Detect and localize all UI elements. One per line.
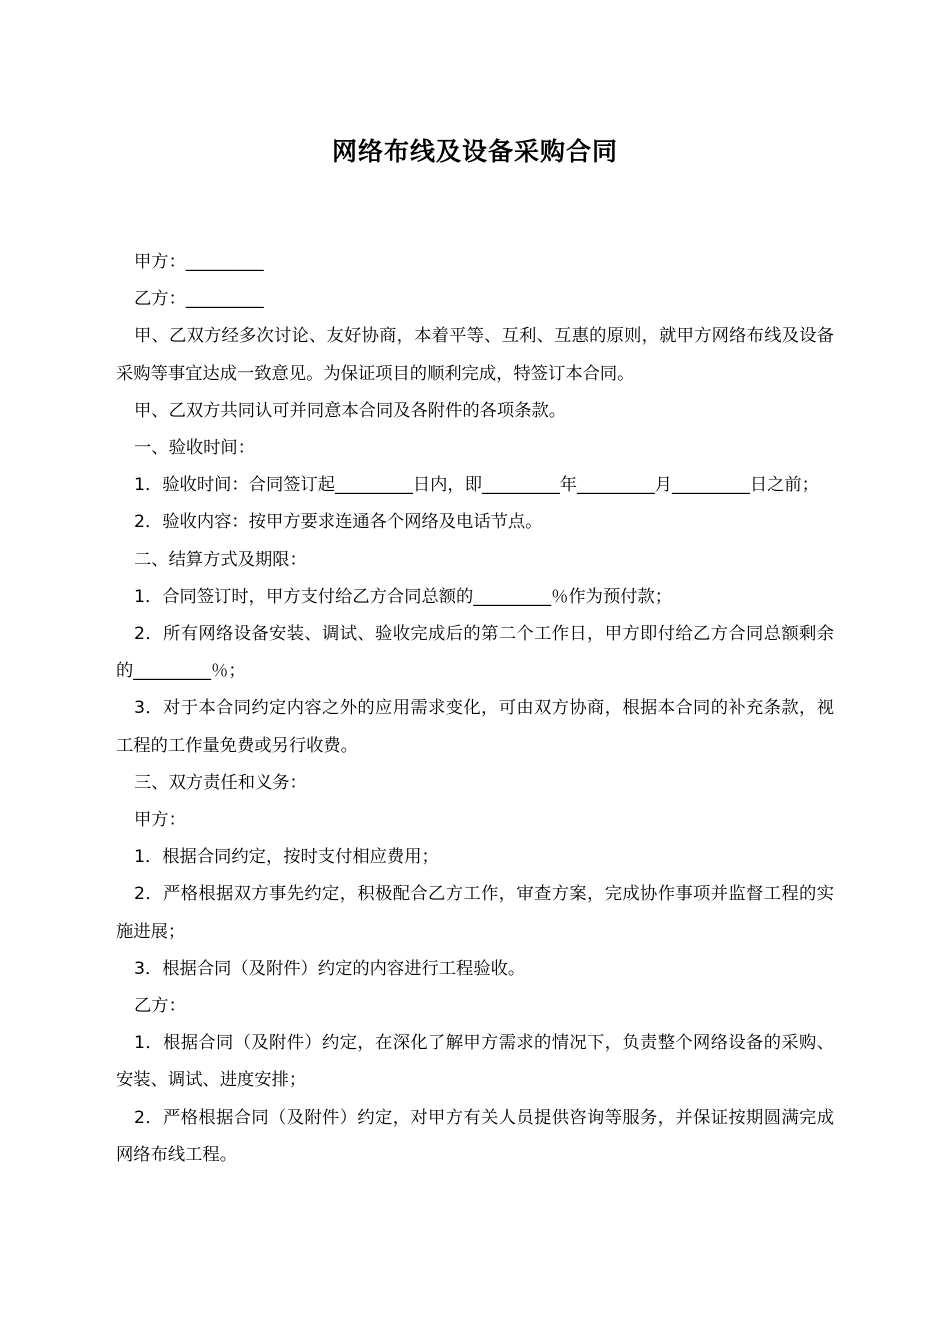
party-b-duty-1: 1．根据合同（及附件）约定，在深化了解甲方需求的情况下，负责整个网络设备的采购、安装、调试、进度安排； bbox=[116, 1033, 834, 1091]
party-a-line: 甲方：_________ bbox=[134, 252, 264, 272]
document-body bbox=[116, 244, 834, 1174]
party-b-line: 乙方：_________ bbox=[134, 289, 264, 310]
clause-extra-requirements: 3．对于本合同约定内容之外的应用需求变化，可由双方协商，根据本合同的补充条款，视工程的工作量免费或另行收费。 bbox=[116, 698, 834, 756]
agreement-paragraph: 甲、乙双方共同认可并同意本合同及各附件的各项条款。 bbox=[134, 400, 567, 421]
party-a-duty-2: 2．严格根据双方事先约定，积极配合乙方工作，审查方案，完成协作事项并监督工程的实施进展； bbox=[116, 884, 834, 942]
section-heading-settlement: 二、结算方式及期限： bbox=[134, 549, 307, 570]
clause-acceptance-content: 2．验收内容：按甲方要求连通各个网络及电话节点。 bbox=[134, 512, 543, 533]
preamble-paragraph: 甲、乙双方经多次讨论、友好协商，本着平等、互利、互惠的原则，就甲方网络布线及设备采购等事宜达成一致意见。为保证项目的顺利完成，特签订本合同。 bbox=[116, 326, 834, 384]
section-heading-responsibilities: 三、双方责任和义务： bbox=[134, 772, 307, 793]
clause-prepayment: 1．合同签订时，甲方支付给乙方合同总额的_________％作为预付款； bbox=[134, 586, 673, 607]
party-b-duty-2: 2．严格根据合同（及附件）约定，对甲方有关人员提供咨询等服务，并保证按期圆满完成网络布线工程。 bbox=[116, 1107, 834, 1165]
clause-acceptance-time: 1．验收时间：合同签订起_________日内，即_________年_________月_________日之前； bbox=[134, 475, 819, 496]
party-a-duty-1: 1．根据合同约定，按时支付相应费用； bbox=[134, 847, 439, 868]
section-heading-acceptance-time: 一、验收时间： bbox=[134, 438, 255, 459]
clause-final-payment: 2．所有网络设备安装、调试、验收完成后的第二个工作日，甲方即付给乙方合同总额剩余的_________％； bbox=[116, 624, 834, 682]
party-b-heading: 乙方： bbox=[134, 996, 186, 1017]
party-a-heading: 甲方： bbox=[134, 810, 186, 831]
document-title: 网络布线及设备采购合同 bbox=[331, 137, 618, 166]
party-a-duty-3: 3．根据合同（及附件）约定的内容进行工程验收。 bbox=[134, 958, 526, 979]
